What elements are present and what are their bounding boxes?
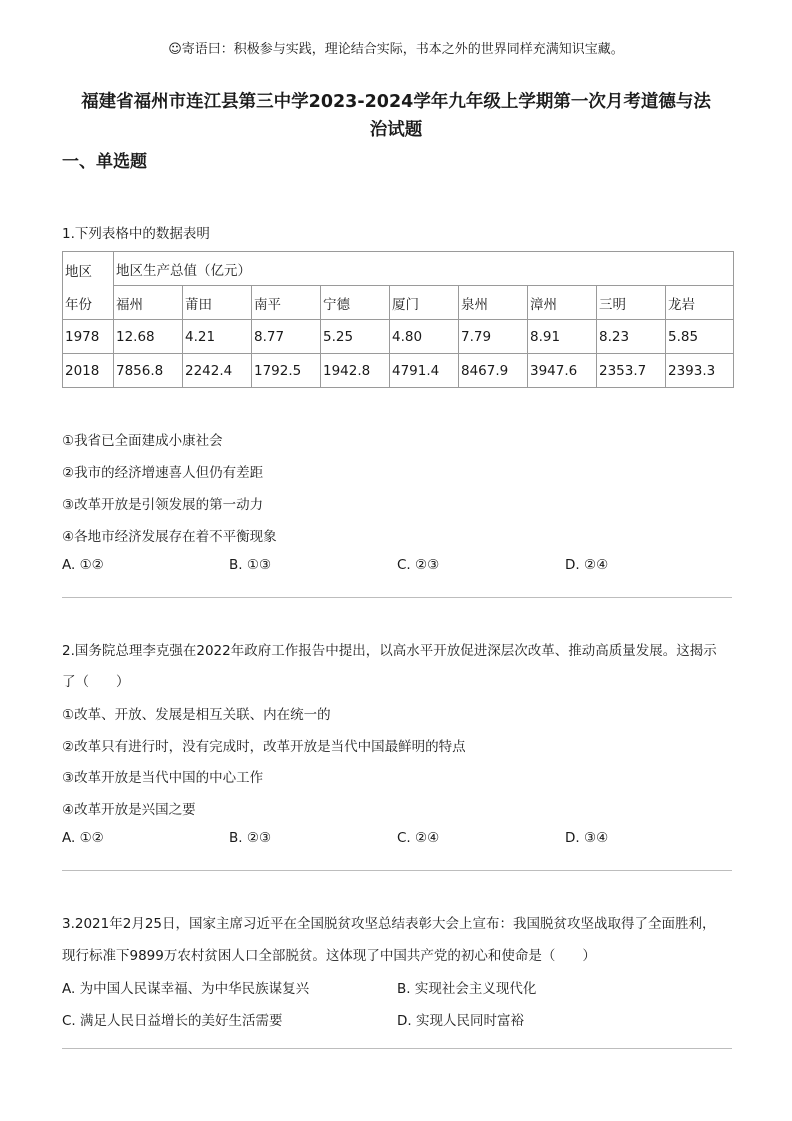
q3-stem-line1: 3.2021年2月25日，国家主席习近平在全国脱贫攻坚总结表彰大会上宣布：我国脱贫攻坚战取得了全面胜利， xyxy=(62,916,716,932)
q1-option-1: ①我省已全面建成小康社会 xyxy=(62,433,223,449)
table-cell: 7.79 xyxy=(459,320,528,354)
column-header: 三明 xyxy=(597,286,666,320)
divider xyxy=(62,1048,732,1049)
q3-choice-b[interactable]: B. 实现社会主义现代化 xyxy=(397,981,537,997)
table-cell: 2393.3 xyxy=(666,354,734,388)
q2-option-2: ②改革只有进行时，没有完成时，改革开放是当代中国最鲜明的特点 xyxy=(62,739,466,755)
exam-title-line2: 治试题 xyxy=(369,120,423,140)
motto-text: ☺寄语曰：积极参与实践，理论结合实际，书本之外的世界同样充满知识宝藏。 xyxy=(168,42,624,57)
table-cell: 4.80 xyxy=(390,320,459,354)
column-header: 宁德 xyxy=(321,286,390,320)
column-header: 南平 xyxy=(252,286,321,320)
table-cell: 3947.6 xyxy=(528,354,597,388)
q1-choice-c[interactable]: C. ②③ xyxy=(397,557,440,573)
column-header: 莆田 xyxy=(183,286,252,320)
table-cell: 8.77 xyxy=(252,320,321,354)
table-cell: 4.21 xyxy=(183,320,252,354)
table-cell: 4791.4 xyxy=(390,354,459,388)
corner-region-label: 地区 xyxy=(65,264,92,280)
q2-stem-line2: 了（ ） xyxy=(62,674,130,690)
table-cell: 1942.8 xyxy=(321,354,390,388)
table-cell: 1792.5 xyxy=(252,354,321,388)
column-header: 龙岩 xyxy=(666,286,734,320)
table-cell: 2353.7 xyxy=(597,354,666,388)
table-corner-cell xyxy=(63,252,114,320)
section-heading: 一、单选题 xyxy=(62,152,147,172)
table-cell: 7856.8 xyxy=(114,354,183,388)
exam-title-line1: 福建省福州市连江县第三中学2023-2024学年九年级上学期第一次月考道德与法 xyxy=(81,92,711,112)
table-cell: 2242.4 xyxy=(183,354,252,388)
table-cell: 5.85 xyxy=(666,320,734,354)
table-cell: 8.23 xyxy=(597,320,666,354)
table-cell: 12.68 xyxy=(114,320,183,354)
divider xyxy=(62,870,732,871)
table-cell: 8467.9 xyxy=(459,354,528,388)
column-header: 福州 xyxy=(114,286,183,320)
q2-option-3: ③改革开放是当代中国的中心工作 xyxy=(62,770,264,786)
column-header: 漳州 xyxy=(528,286,597,320)
corner-year-label: 年份 xyxy=(65,297,92,313)
q3-choice-a[interactable]: A. 为中国人民谋幸福、为中华民族谋复兴 xyxy=(62,981,310,997)
q1-option-4: ④各地市经济发展存在着不平衡现象 xyxy=(62,529,277,545)
gdp-table xyxy=(62,251,734,388)
column-header: 厦门 xyxy=(390,286,459,320)
q2-choice-a[interactable]: A. ①② xyxy=(62,830,104,846)
year-cell: 1978 xyxy=(63,320,114,354)
table-header-row xyxy=(63,286,734,320)
q3-choice-c[interactable]: C. 满足人民日益增长的美好生活需要 xyxy=(62,1013,283,1029)
q2-stem-line1: 2.国务院总理李克强在2022年政府工作报告中提出，以高水平开放促进深层次改革、推动高质量发展。这揭示 xyxy=(62,643,717,659)
q3-choice-d[interactable]: D. 实现人民同时富裕 xyxy=(397,1013,524,1029)
q2-choice-c[interactable]: C. ②④ xyxy=(397,830,440,846)
q2-option-1: ①改革、开放、发展是相互关联、内在统一的 xyxy=(62,707,331,723)
table-cell: 5.25 xyxy=(321,320,390,354)
q2-choice-b[interactable]: B. ②③ xyxy=(229,830,272,846)
group-header: 地区生产总值（亿元） xyxy=(114,252,734,286)
table-row xyxy=(63,320,734,354)
exam-title xyxy=(40,88,752,144)
year-cell: 2018 xyxy=(63,354,114,388)
table-cell: 8.91 xyxy=(528,320,597,354)
table-row xyxy=(63,354,734,388)
q1-stem: 1.下列表格中的数据表明 xyxy=(62,226,210,242)
q2-option-4: ④改革开放是兴国之要 xyxy=(62,802,196,818)
q2-choice-d[interactable]: D. ③④ xyxy=(565,830,609,846)
q1-choice-a[interactable]: A. ①② xyxy=(62,557,104,573)
q3-stem-line2: 现行标准下9899万农村贫困人口全部脱贫。这体现了中国共产党的初心和使命是（ ） xyxy=(62,948,596,964)
q1-choice-d[interactable]: D. ②④ xyxy=(565,557,609,573)
column-header: 泉州 xyxy=(459,286,528,320)
q1-option-3: ③改革开放是引领发展的第一动力 xyxy=(62,497,264,513)
q1-choice-b[interactable]: B. ①③ xyxy=(229,557,272,573)
q1-option-2: ②我市的经济增速喜人但仍有差距 xyxy=(62,465,264,481)
divider xyxy=(62,597,732,598)
